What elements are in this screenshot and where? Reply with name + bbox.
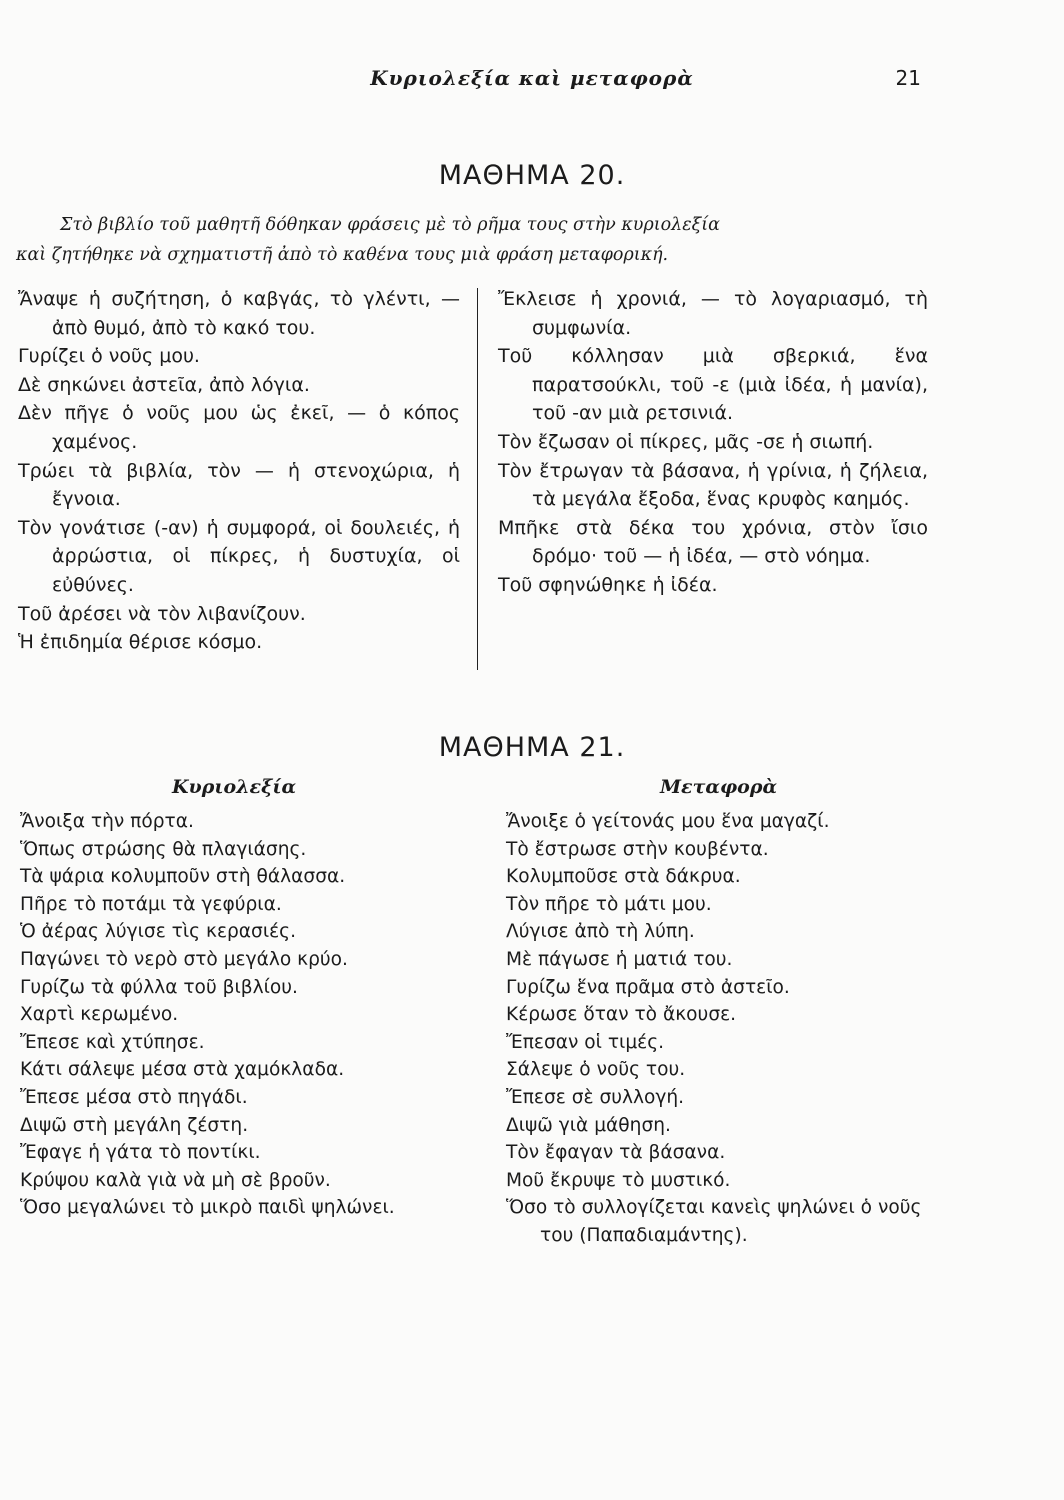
lesson-20-left-column	[18, 285, 460, 657]
phrase-entry: Ἡ ἐπιδημία θέρισε κόσμο.	[18, 631, 263, 654]
list-item: Μοῦ ἔκρυψε τὸ μυστικό.	[506, 1169, 731, 1191]
list-item: Σάλεψε ὁ νοῦς του.	[506, 1059, 686, 1081]
list-item: Ὅσο τὸ συλλογίζεται κανεὶς ψηλώνει ὁ νοῦς του (Παπαδιαμάντης).	[506, 1197, 922, 1246]
list-item: Ὅσο μεγαλώνει τὸ μικρὸ παιδὶ ψηλώνει.	[20, 1197, 395, 1219]
phrase-entry: Τοῦ κόλλησαν μιὰ σβερκιά, ἕνα παρατσούκλι, τοῦ -ε (μιὰ ἰδέα, ἡ μανία), τοῦ -αν μιὰ ρετσινιά.	[498, 345, 928, 425]
list-item: Ἔπεσε μέσα στὸ πηγάδι.	[20, 1086, 248, 1108]
list-item: Κολυμποῦσε στὰ δάκρυα.	[506, 866, 741, 888]
column-divider	[477, 288, 478, 670]
list-item: Μὲ πάγωσε ἡ ματιά του.	[506, 948, 733, 970]
phrase-entry: Ἄναψε ἡ συζήτηση, ὁ καβγάς, τὸ γλέντι, — ἀπὸ θυμό, ἀπὸ τὸ κακό του.	[18, 288, 460, 339]
intro-line: Στὸ βιβλίο τοῦ μαθητῆ δόθηκαν φράσεις μὲ τὸ ρῆμα τους στὴν κυριολεξία	[60, 215, 720, 235]
list-item: Τὰ ψάρια κολυμποῦν στὴ θάλασσα.	[20, 866, 346, 888]
lesson-20-right-column	[498, 285, 928, 600]
phrase-entry: Τοῦ ἀρέσει νὰ τὸν λιβανίζουν.	[18, 602, 306, 625]
list-item: Τὸν πῆρε τὸ μάτι μου.	[506, 893, 712, 915]
list-item: Διψῶ στὴ μεγάλη ζέστη.	[20, 1114, 249, 1136]
list-item: Ὁ ἀέρας λύγισε τὶς κερασιές.	[20, 921, 297, 943]
lesson-20-intro	[16, 210, 920, 270]
phrase-entry: Τοῦ σφηνώθηκε ἡ ἰδέα.	[498, 573, 718, 596]
phrase-entry: Τὸν ἔτρωγαν τὰ βάσανα, ἡ γρίνια, ἡ ζήλεια, τὰ μεγάλα ἔξοδα, ἕνας κρυφὸς καημός.	[498, 459, 928, 511]
list-item: Ὅπως στρώσης θὰ πλαγιάσης.	[20, 838, 307, 860]
phrase-entry: Τὸν γονάτισε (-αν) ἡ συμφορά, οἱ δουλειές, ἡ ἀρρώστια, οἱ πίκρες, ἡ δυστυχία, οἱ εὐθύνες.	[18, 516, 460, 596]
phrase-entry: Δὲ σηκώνει ἀστεῖα, ἀπὸ λόγια.	[18, 373, 310, 396]
phrase-entry: Τὸν ἔζωσαν οἱ πίκρες, μᾶς -σε ἡ σιωπή.	[498, 430, 874, 453]
phrase-entry: Δὲν πῆγε ὁ νοῦς μου ὡς ἐκεῖ, — ὁ κόπος χαμένος.	[18, 402, 460, 453]
phrase-entry: Γυρίζει ὁ νοῦς μου.	[18, 345, 200, 368]
list-item: Πῆρε τὸ ποτάμι τὰ γεφύρια.	[20, 893, 282, 915]
metaphor-list	[506, 808, 930, 1250]
list-item: Κέρωσε ὅταν τὸ ἄκουσε.	[506, 1004, 737, 1026]
phrase-entry: Τρώει τὰ βιβλία, τὸν — ἡ στενοχώρια, ἡ ἔγνοια.	[18, 459, 460, 511]
list-item: Γυρίζω τὰ φύλλα τοῦ βιβλίου.	[20, 976, 298, 998]
list-item: Ἄνοιξε ὁ γείτονάς μου ἕνα μαγαζί.	[506, 811, 830, 832]
phrase-entry: Ἔκλεισε ἡ χρονιά, — τὸ λογαριασμό, τὴ συμφωνία.	[498, 288, 928, 339]
list-item: Ἔπεσαν οἱ τιμές.	[506, 1031, 665, 1053]
list-item: Γυρίζω ἕνα πρᾶμα στὸ ἀστεῖο.	[506, 976, 790, 998]
list-item: Ἔφαγε ἡ γάτα τὸ ποντίκι.	[20, 1142, 261, 1164]
literal-list	[20, 808, 466, 1222]
lesson-21-heading: ΜΑΘΗΜΑ 21.	[438, 732, 626, 763]
list-item: Τὸν ἔφαγαν τὰ βάσανα.	[506, 1142, 726, 1164]
list-item: Χαρτὶ κερωμένο.	[20, 1004, 179, 1026]
metaphor-column-title: Μεταφορὰ	[660, 776, 778, 798]
list-item: Ἔπεσε σὲ συλλογή.	[506, 1086, 685, 1108]
list-item: Ἔπεσε καὶ χτύπησε.	[20, 1031, 205, 1053]
phrase-entry: Μπῆκε στὰ δέκα του χρόνια, στὸν ἴσιο δρόμο· τοῦ — ἡ ἰδέα, — στὸ νόημα.	[498, 516, 928, 568]
list-item: Τὸ ἔστρωσε στὴν κουβέντα.	[506, 838, 769, 860]
list-item: Παγώνει τὸ νερὸ στὸ μεγάλο κρύο.	[20, 948, 348, 970]
page-number: 21	[895, 66, 921, 90]
list-item: Ἄνοιξα τὴν πόρτα.	[20, 811, 194, 832]
lesson-20-heading: ΜΑΘΗΜΑ 20.	[438, 160, 626, 191]
intro-line: καὶ ζητήθηκε νὰ σχηματιστῆ ἀπὸ τὸ καθένα τους μιὰ φράση μεταφορική.	[16, 245, 669, 265]
running-head	[0, 66, 1064, 96]
literal-column-title: Κυριολεξία	[172, 776, 297, 798]
list-item: Διψῶ γιὰ μάθηση.	[506, 1114, 671, 1136]
list-item: Κάτι σάλεψε μέσα στὰ χαμόκλαδα.	[20, 1059, 345, 1081]
list-item: Κρύψου καλὰ γιὰ νὰ μὴ σὲ βροῦν.	[20, 1169, 331, 1191]
running-title: Κυριολεξία καὶ μεταφορὰ	[370, 66, 694, 90]
list-item: Λύγισε ἀπὸ τὴ λύπη.	[506, 921, 695, 943]
